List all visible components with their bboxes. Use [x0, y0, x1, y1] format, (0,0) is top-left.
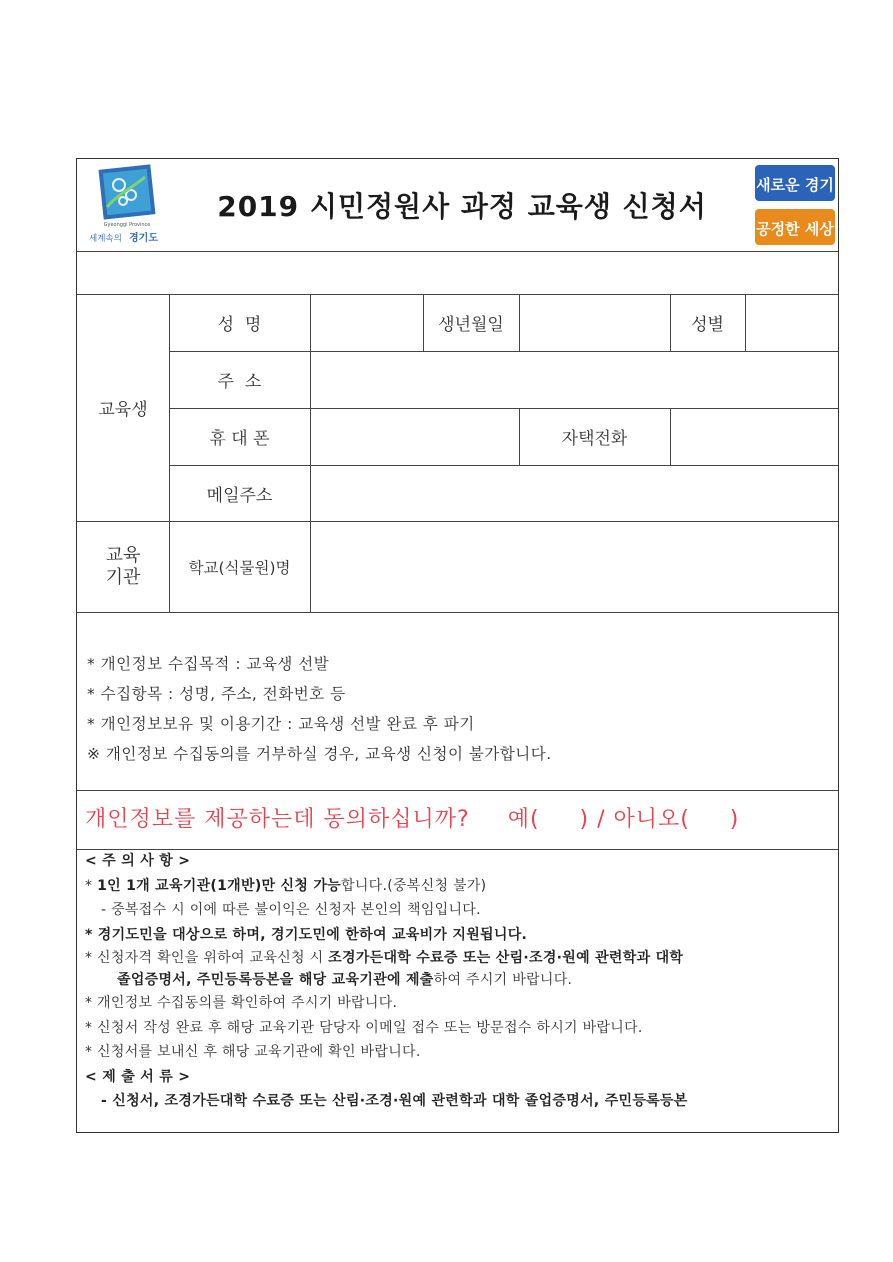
- note-item: * 개인정보 수집동의를 확인하여 주시기 바랍니다.: [85, 995, 398, 1011]
- email-field[interactable]: [311, 465, 838, 521]
- gender-label: 성별: [691, 315, 724, 335]
- logo-name: 경기도: [129, 233, 158, 244]
- divider: [77, 790, 838, 791]
- application-form: [76, 158, 839, 1133]
- home-phone-label: 자택전화: [561, 429, 628, 449]
- address-label: 주 소: [217, 372, 262, 392]
- section-institution-label: 교육 기관: [105, 544, 141, 588]
- gender-field[interactable]: [746, 294, 838, 351]
- consent-options[interactable]: 예( ) / 아니오( ): [507, 807, 740, 832]
- privacy-item: * 개인정보보유 및 이용기간 : 교육생 선발 완료 후 파기: [87, 715, 475, 733]
- gyeonggi-logo: [85, 163, 169, 247]
- consent-question: 개인정보를 제공하는데 동의하십니까?: [85, 807, 470, 832]
- name-field[interactable]: [311, 294, 423, 351]
- slogan-line2: 공정한 세상: [756, 220, 834, 238]
- privacy-item: * 개인정보 수집목적 : 교육생 선발: [87, 655, 330, 673]
- consent-row: [85, 802, 830, 833]
- email-label: 메일주소: [206, 485, 273, 506]
- logo-small-text: Gyeonggi Province: [103, 222, 151, 228]
- mobile-label: 휴 대 폰: [209, 429, 270, 449]
- notes: [85, 849, 833, 1114]
- divider: [77, 612, 838, 613]
- birth-field[interactable]: [520, 294, 670, 351]
- note-subitem: - 중복접수 시 이에 따른 불이익은 신청자 본인의 책임입니다.: [101, 902, 481, 918]
- note-item: * 경기도민을 대상으로 하며, 경기도민에 한하여 교육비가 지원됩니다.: [85, 926, 528, 943]
- note-item: * 신청서 작성 완료 후 해당 교육기관 담당자 이메일 접수 또는 방문접수 하시기 바랍니다.: [85, 1019, 643, 1036]
- school-label: 학교(식물원)명: [188, 558, 291, 577]
- logo-tagline: 세계속의: [89, 234, 122, 244]
- note-item: * 신청자격 확인을 위하여 교육신청 시 조경가든대학 수료증 또는 산림·조경·원예 관련학과 대학 졸업증명서, 주민등록등본을 해당 교육기관에 제출하여 주시기 바랍니다.: [85, 950, 684, 988]
- docs-list: - 신청서, 조경가든대학 수료증 또는 산림·조경·원예 관련학과 대학 졸업증명서, 주민등록등본: [101, 1093, 688, 1109]
- divider: [77, 251, 838, 252]
- privacy-item: * 수집항목 : 성명, 주소, 전화번호 등: [87, 685, 346, 703]
- page-title: 2019 시민정원사 과정 교육생 신청서: [217, 190, 707, 223]
- privacy-item: ※ 개인정보 수집동의를 거부하실 경우, 교육생 신청이 불가합니다.: [87, 745, 552, 763]
- birth-label: 생년월일: [438, 315, 504, 335]
- name-label: 성 명: [217, 315, 262, 335]
- notes-heading: < 주 의 사 항 >: [85, 853, 191, 869]
- section-student-label: 교육생: [98, 400, 148, 420]
- address-field[interactable]: [311, 351, 838, 408]
- mobile-field[interactable]: [311, 408, 519, 465]
- slogan-logo: [751, 161, 839, 249]
- school-field[interactable]: [311, 521, 838, 612]
- slogan-line1: 새로운 경기: [756, 176, 834, 194]
- docs-heading: < 제 출 서 류 >: [85, 1068, 191, 1085]
- privacy-notice: [87, 649, 827, 769]
- note-item: * 신청서를 보내신 후 해당 교육기관에 확인 바랍니다.: [85, 1044, 421, 1060]
- home-phone-field[interactable]: [671, 408, 838, 465]
- note-item: * 1인 1개 교육기관(1개반)만 신청 가능합니다.(중복신청 불가): [85, 877, 487, 894]
